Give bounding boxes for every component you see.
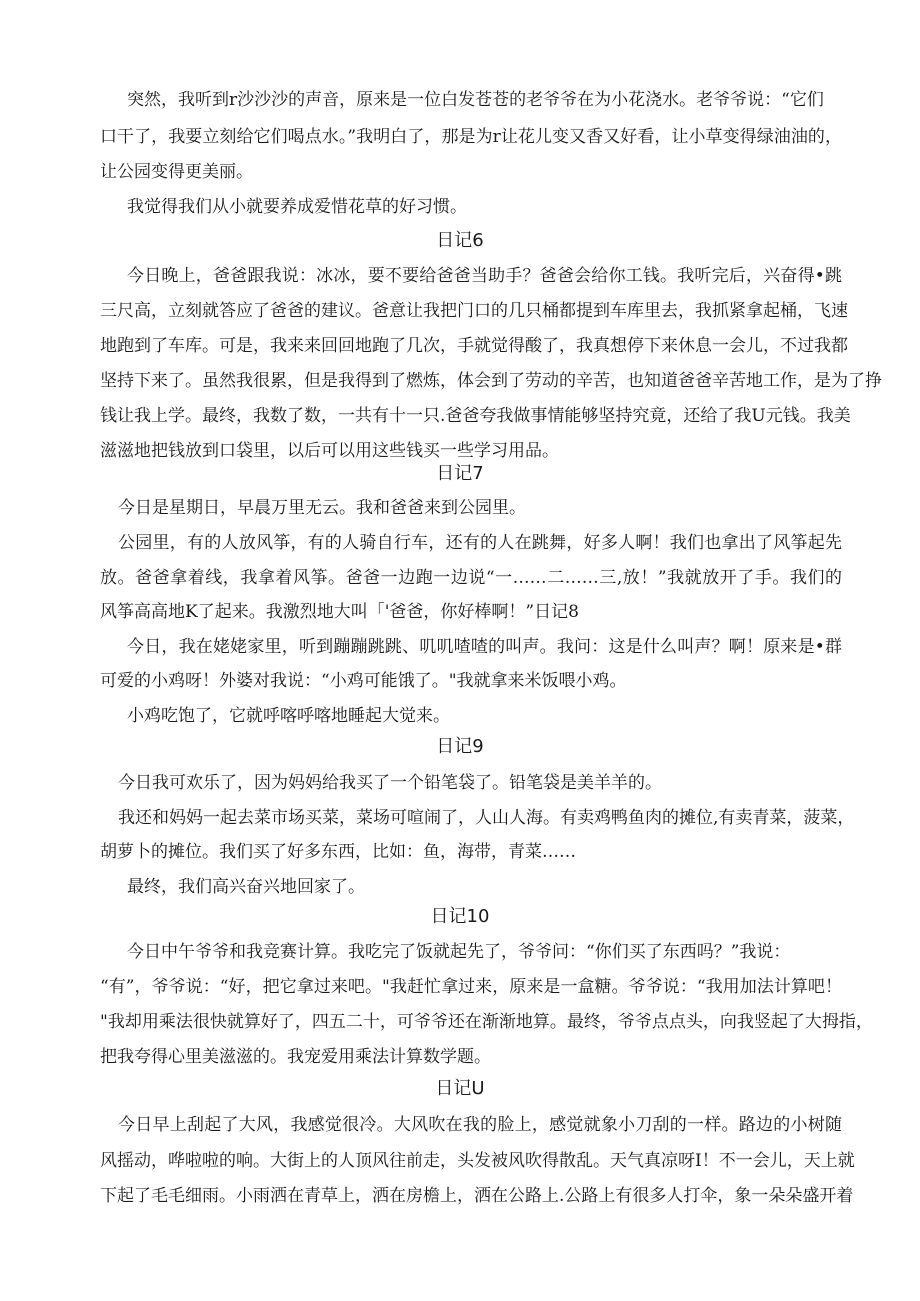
paragraph-line: 胡萝卜的摊位。我们买了好多东西，比如：鱼，海带，青菜…… [100,842,576,862]
diary-title: 日记U [435,1078,485,1099]
diary-title: 日记9 [436,736,484,757]
paragraph-line: 我觉得我们从小就要养成爱惜花草的好习惯。 [127,197,467,217]
paragraph-line: 坚持下来了。虽然我很累，但是我得到了燃炼，体会到了劳动的辛苦，也知道爸爸辛苦地工作，是为了挣 [100,371,882,391]
paragraph-line: 滋滋地把钱放到口袋里，以后可以用这些钱买一些学习用品。 [100,441,559,461]
paragraph-line: 口干了，我要立刻给它们喝点水。”我明白了，那是为r让花儿变又香又好看，让小草变得绿油油的， [100,127,842,147]
paragraph-line: 公园里，有的人放风筝，有的人骑自行车，还有的人在跳舞，好多人啊！我们也拿出了风筝起先 [118,533,842,553]
paragraph-line: 三尺高，立刻就答应了爸爸的建议。爸意让我把门口的几只桶都提到车库里去，我抓紧拿起桶，飞速 [100,301,848,321]
paragraph-line: 地跑到了车库。可是，我来来回回地跑了几次，手就觉得酸了，我真想停下来休息一会儿，不过我都 [100,336,848,356]
paragraph-line: 今日中午爷爷和我竞赛计算。我吃完了饭就起先了，爷爷问：“你们买了东西吗？”我说： [127,942,791,962]
paragraph-line: 风筝高高地K了起来。我激烈地大叫「'爸爸，你好棒啊！”日记8 [100,602,579,622]
paragraph-line: 今日，我在姥姥家里，听到蹦蹦跳跳、叽叽喳喳的叫声。我问：这是什么叫声？啊！原来是•群 [127,637,842,657]
paragraph-line: 我还和妈妈一起去菜市场买菜，菜场可喧闹了，人山人海。有卖鸡鸭鱼肉的摊位,有卖青菜，菠菜， [118,808,855,828]
paragraph-line: 今日晚上，爸爸跟我说：冰冰，要不要给爸爸当助手？爸爸会给你工钱。我听完后，兴奋得•跳 [127,266,842,286]
paragraph-line: 下起了毛毛细雨。小雨洒在青草上，洒在房檐上，洒在公路上.公路上有很多人打伞，象一朵朵盛开着 [100,1186,854,1206]
paragraph-line: "我却用乘法很快就算好了，四五二十，可爷爷还在渐渐地算。最终，爷爷点点头，向我竖起了大拇指， [100,1012,873,1032]
paragraph-line: 小鸡吃饱了，它就呼喀呼喀地睡起大觉来。 [127,706,450,726]
paragraph-line: 把我夸得心里美滋滋的。我宠爱用乘法计算数学题。 [100,1047,491,1067]
paragraph-line: 钱让我上学。最终，我数了数，一共有十一只.爸爸夸我做事情能够坚持究竟，还给了我U元钱。我美 [100,406,851,426]
diary-title: 日记6 [436,230,484,251]
paragraph-line: 今日早上刮起了大风，我感觉很冷。大风吹在我的脸上，感觉就象小刀刮的一样。路边的小树随 [118,1115,842,1135]
paragraph-line: 让公园变得更美丽。 [100,162,253,182]
paragraph-line: 风摇动，哗啦啦的响。大街上的人顶风往前走，头发被风吹得散乱。天气真凉呀I！不一会儿，天上就 [100,1151,855,1171]
paragraph-line: 突然，我听到r沙沙沙的声音，原来是一位白发苍苍的老爷爷在为小花浇水。老爷爷说：“它们 [127,90,824,110]
paragraph-line: “有”，爷爷说：“好，把它拿过来吧。"我赶忙拿过来，原来是一盒糖。爷爷说：“我用加法计算吧！ [100,977,842,997]
diary-title: 日记10 [430,906,490,927]
paragraph-line: 放。爸爸拿着线，我拿着风筝。爸爸一边跑一边说“一……二……三,放！”我就放开了手。我们的 [100,568,842,588]
paragraph-line: 最终，我们高兴奋兴地回家了。 [127,877,365,897]
paragraph-line: 可爱的小鸡呀！外婆对我说：“小鸡可能饿了。"我就拿来米饭喂小鸡。 [100,671,627,691]
diary-title: 日记7 [436,463,484,484]
paragraph-line: 今日我可欢乐了，因为妈妈给我买了一个铅笔袋了。铅笔袋是美羊羊的。 [118,773,662,793]
paragraph-line: 今日是星期日，早晨万里无云。我和爸爸来到公园里。 [118,498,526,518]
